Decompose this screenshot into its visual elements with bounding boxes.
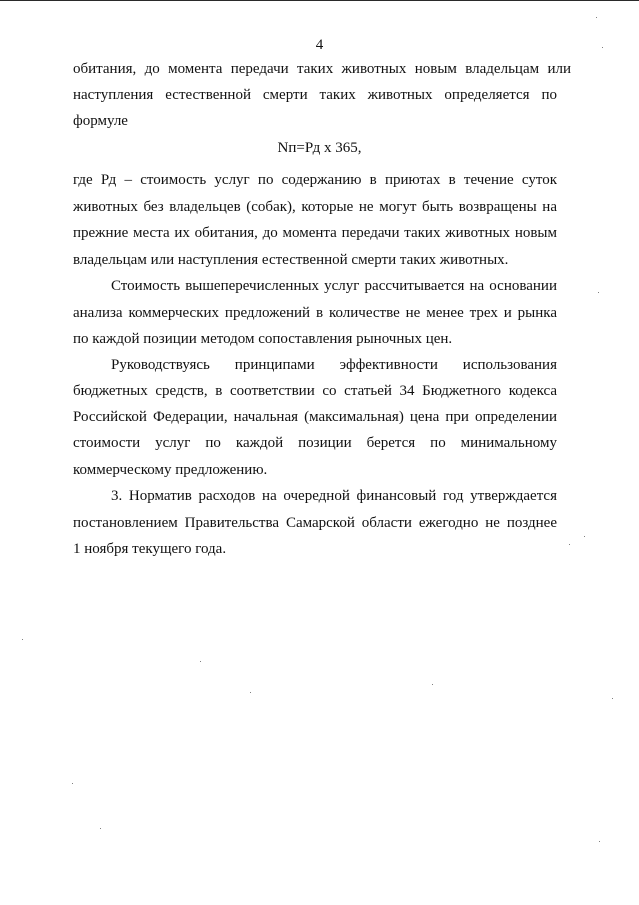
- text-line: владельцам или наступления естественной смерти таких животных.: [73, 252, 509, 268]
- text-line: постановлением Правительства Самарской области ежегодно не позднее: [73, 515, 557, 531]
- text-line: по каждой позиции методом сопоставления рыночных цен.: [73, 331, 453, 347]
- scan-speck: [250, 692, 251, 693]
- scan-speck: [596, 17, 597, 18]
- page-top-edge: [0, 0, 639, 1]
- scan-speck: [72, 783, 73, 784]
- text-line: бюджетных средств, в соответствии со статьей 34 Бюджетного кодекса: [73, 383, 557, 399]
- text-line: стоимости услуг по каждой позиции берется по минимальному: [73, 435, 557, 451]
- text-line: формуле: [73, 113, 128, 129]
- text-line: Руководствуясь принципами эффективности использования: [111, 357, 557, 373]
- scan-speck: [602, 47, 603, 48]
- text-line: анализа коммерческих предложений в количестве не менее трех и рынка: [73, 305, 557, 321]
- text-line: 3. Норматив расходов на очередной финансовый год утверждается: [111, 488, 557, 504]
- text-line: коммерческому предложению.: [73, 462, 268, 478]
- formula: Nп=Рд х 365,: [277, 140, 362, 156]
- text-line: Стоимость вышеперечисленных услуг рассчитывается на основании: [111, 278, 557, 294]
- scan-speck: [612, 698, 613, 699]
- text-line: животных без владельцев (собак), которые не могут быть возвращены на: [73, 199, 557, 215]
- scan-speck: [599, 841, 600, 842]
- text-line: Российской Федерации, начальная (максимальная) цена при определении: [73, 409, 557, 425]
- scan-speck: [432, 684, 433, 685]
- text-line: 1 ноября текущего года.: [73, 541, 227, 557]
- page-number: 4: [315, 37, 324, 53]
- scan-speck: [569, 544, 570, 545]
- text-line: обитания, до момента передачи таких животных новым владельцам или: [73, 61, 571, 77]
- text-line: где Рд – стоимость услуг по содержанию в приютах в течение суток: [73, 172, 557, 188]
- scan-speck: [598, 292, 599, 293]
- scan-speck: [100, 828, 101, 829]
- scan-speck: [200, 661, 201, 662]
- scan-speck: [584, 536, 585, 537]
- scan-speck: [22, 639, 23, 640]
- text-line: прежние места их обитания, до момента передачи таких животных новым: [73, 225, 557, 241]
- text-line: наступления естественной смерти таких животных определяется по: [73, 87, 557, 103]
